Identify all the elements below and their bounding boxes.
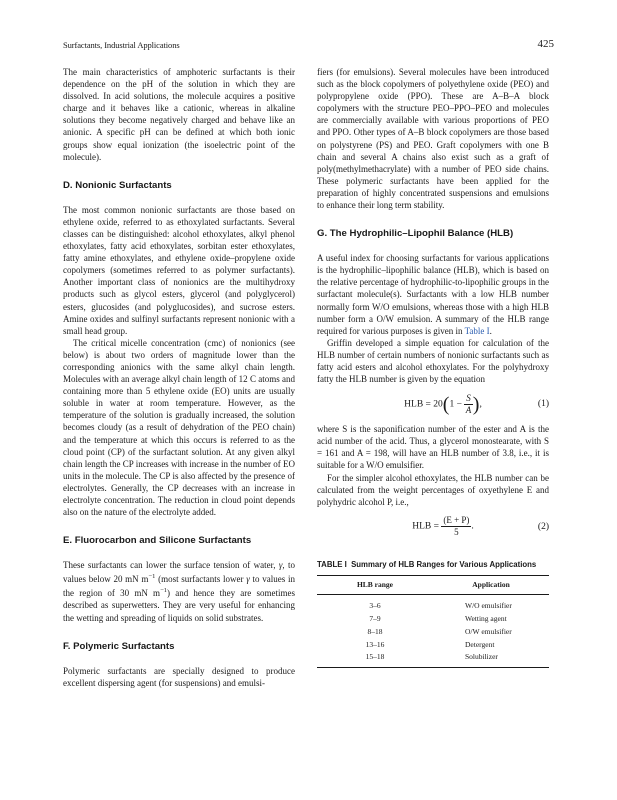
heading-nonionic-surfactants: D. Nonionic Surfactants bbox=[63, 179, 172, 191]
heading-polymeric-surfactants: F. Polymeric Surfactants bbox=[63, 640, 175, 652]
equation-2: HLB = $\frac{(E + P)}{5}$ . (2) bbox=[412, 515, 549, 538]
hlb-paragraph-3: where S is the saponification number of the ester and A is the acid number of the acid. Thus, a glycerol monostearate, with S = 161 and A = 198, will have an HLB number of 3.8, i.e., it is suitable for a W/O emulsifier. bbox=[317, 424, 549, 471]
hlb-paragraph-2: Griffin developed a simple equation for calculation of the HLB number of certain numbers of nonionic surfactants such as fatty acid esters and alcohol ethoxylates. For the polyhydroxy fatty the HLB number is given by the equation bbox=[317, 337, 549, 385]
table-row: 8–18 O/W emulsifier bbox=[367, 626, 512, 636]
left-column bbox=[63, 66, 295, 689]
running-title: Surfactants, Industrial Applications bbox=[63, 40, 180, 50]
hlb-paragraph-1: A useful index for choosing surfactants for various applications is the hydrophilic–lipophilic balance (HLB), which is based on the relative percentage of hydrophilic-to-lipophilic groups in the surfactant molecule(s). Surfactants with a low HLB number normally form W/O emulsions, whereas those with a high HLB number form a O/W emulsion. A summary of the HLB range required for various purposes is given in Table I. bbox=[317, 253, 549, 336]
fluorocarbon-paragraph: These surfactants can lower the surface tension of water, γ, to values below 20 mN $m^{-1}$ (most surfactants lower γ to values in the region of 30 mN $m^{-1}$) and hence they are sometimes described as superwetters. They are very useful for enhancing the wetting and spreading of liquids on solid substrates. bbox=[63, 560, 296, 623]
right-column bbox=[317, 66, 549, 668]
hlb-table bbox=[317, 575, 549, 668]
table-caption: TABLE I Summary of HLB Ranges for Various Applications bbox=[317, 559, 537, 569]
equation-1: HLB = 20(1 − $\frac{S}{A}$ ), (1) bbox=[404, 392, 549, 416]
heading-fluorocarbon-silicone: E. Fluorocarbon and Silicone Surfactants bbox=[63, 535, 252, 547]
nonionic-paragraph-1: The most common nonionic surfactants are those based on ethylene oxide, referred to as ethoxylated surfactants. Several classes can be distinguished: alcohol ethoxylates, alkyl phenol ethoxylates, fatty acid ethoxylates, sorbitan ester ethoxylates, fatty amine ethoxylates, and ethylene oxide–propylene oxide copolymers (sometimes referred to as polymer surfactants). Another important class of nonionics are the multihydroxy products such as glycol esters, glycerol (and polyglycerol) esters, glucosides (and polyglucosides), and sucrose esters. Amine oxides and sulfinyl surfactants represent nonionic with a small head group. bbox=[63, 204, 295, 336]
table-row: 15–18 Solubilizer bbox=[317, 651, 549, 668]
heading-hlb: G. The Hydrophilic–Lipophil Balance (HLB) bbox=[317, 228, 514, 240]
nonionic-paragraph-2: The critical micelle concentration (cmc) of nonionics (see below) is about two orders of magnitude lower than the corresponding anionics with the same alkyl chain length. Molecules with an average alkyl chain length of 12 C atoms and containing more than 5 ethylene oxide (EO) units are usually soluble in water at room temperature. However, as the temperature of the solution is gradually increased, the solution becomes cloudy (as a result of dehydration of the PEO chain) and the temperature at which this occurs is referred to as the cloud point (CP) of the surfactant solution. At any given alkyl chain length the CP increases with increase in the number of EO units in the molecule. The CP is also affected by the presence of electrolytes. Generally, the CP decreases with an increase in electrolyte concentration. The reduction in cloud point depends also on the nature of the electrolyte added. bbox=[63, 337, 295, 518]
page-number: 425 bbox=[537, 38, 554, 50]
table-header-application: Application bbox=[433, 575, 549, 594]
equation-2-number: (2) bbox=[537, 521, 549, 532]
hlb-paragraph-4: For the simpler alcohol ethoxylates, the HLB number can be calculated from the weight percentages of oxyethylene E and polyhydric alcohol P, i.e., bbox=[317, 472, 549, 507]
table-row: 3–6 W/O emulsifier bbox=[369, 600, 512, 610]
polymeric-continuation: fiers (for emulsions). Several molecules have been introduced such as the block copolymers of polyethylene oxide (PEO) and polypropylene oxide (PPO). These are A–B–A block copolymers with the structure PEO–PPO–PEO and molecules are commercially available with various proportions of PEO and PPO. Other types of A–B block copolymers are those based on polystyrene (PS) and PEO. Graft copolymers with one B chain and several A chains also exist such as a graft of poly(methylmethacrylate) with a number of PEO side chains. These polymeric surfactants have been applied for the preparation of highly concentrated suspensions and emulsions to enhance their long term stability. bbox=[317, 67, 549, 211]
table-i-link[interactable]: Table I bbox=[464, 325, 490, 336]
table-header-hlb-range: HLB range bbox=[317, 575, 433, 594]
intro-paragraph: The main characteristics of amphoteric surfactants is their dependence on the pH of the solution in which they are dissolved. In acid solutions, the molecule acquires a positive charge and it behaves like a cationic, whereas in alkaline solutions they become negatively charged and behave like an anionic. A specific pH can be defined at which both ionic groups show equal ionization (the isoelectric point of the molecule). bbox=[63, 67, 295, 162]
table-row: 7–9 Wetting agent bbox=[369, 613, 507, 623]
equation-1-number: (1) bbox=[537, 399, 549, 410]
polymeric-paragraph: Polymeric surfactants are specially designed to produce excellent dispersing agent (for suspensions) and emulsi- bbox=[63, 665, 295, 688]
table-row: 13–16 Detergent bbox=[365, 639, 495, 649]
